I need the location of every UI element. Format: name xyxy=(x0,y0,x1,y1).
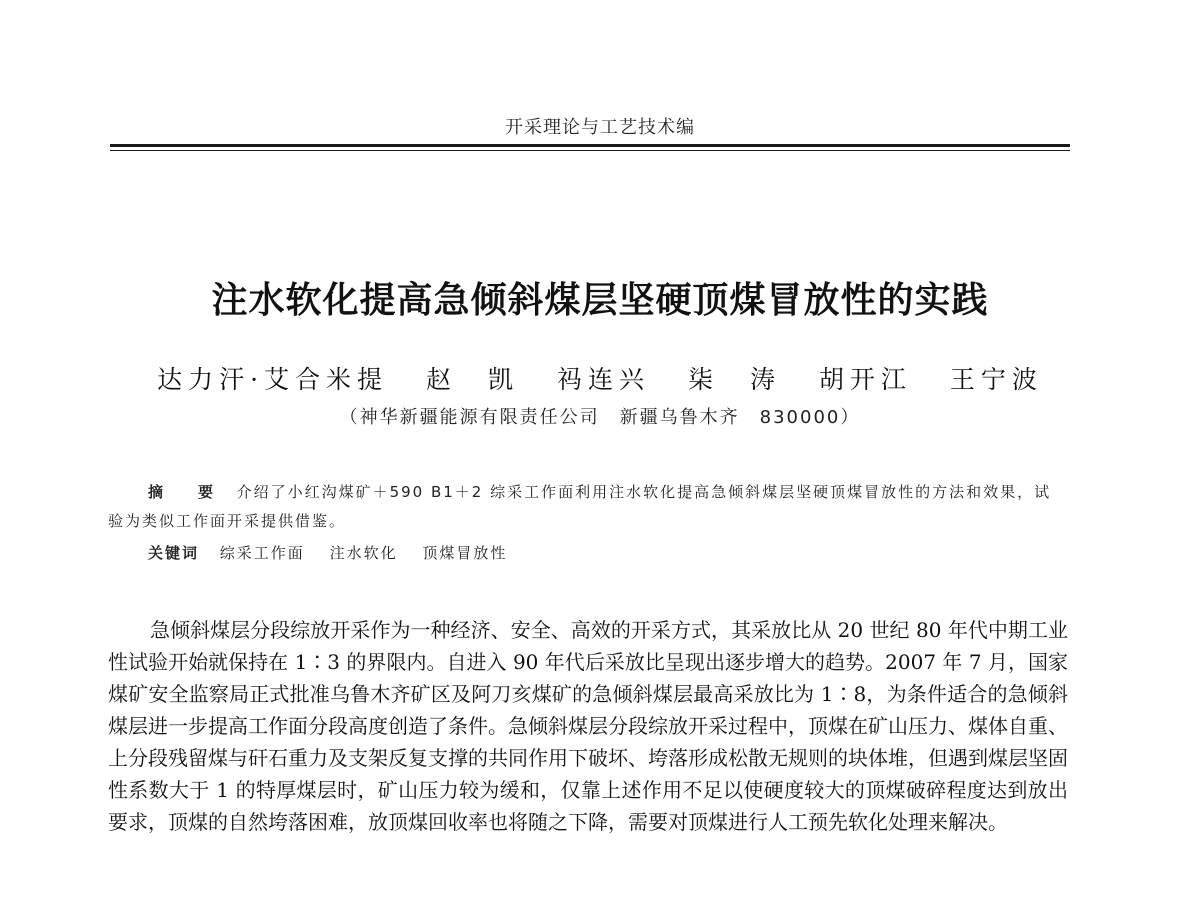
keywords xyxy=(148,542,525,563)
author-5: 胡开江 xyxy=(818,365,912,394)
abstract-text: 介绍了小红沟煤矿＋590 B1＋2 综采工作面利用注水软化提高急倾斜煤层坚硬顶煤冒放性的方法和效果，试验为类似工作面开采提供借鉴。 xyxy=(108,483,1052,530)
author-2: 赵 凯 xyxy=(426,365,520,394)
author-1: 达力汗·艾合米提 xyxy=(157,365,389,394)
running-head: 开采理论与工艺技术编 xyxy=(505,117,695,138)
affiliation: （神华新疆能源有限责任公司 新疆乌鲁木齐 830000） xyxy=(339,407,861,428)
author-3: 祃连兴 xyxy=(556,365,650,394)
abstract xyxy=(108,478,1066,536)
header-rule-thin xyxy=(110,150,1070,151)
author-4: 柒 涛 xyxy=(687,365,781,394)
body-paragraph: 急倾斜煤层分段综放开采作为一种经济、安全、高效的开采方式，其采放比从 20 世纪 80 年代中期工业性试验开始就保持在 1∶3 的界限内。自进入 90 年代后采放比呈现出逐步增大的趋势。2007 年 7 月，国家煤矿安全监察局正式批准乌鲁木齐矿区及阿刀亥煤矿的急倾斜煤层最高采放比为 1∶8，为条件适合的急倾斜煤层进一步提高工作面分段高度创造了条件。急倾斜煤层分段综放开采过程中，顶煤在矿山压力、煤体自重、上分段残留煤与矸石重力及支架反复支撑的共同作用下破坏、垮落形成松散无规则的块体堆，但遇到煤层坚固性系数大于 1 的特厚煤层时，矿山压力较为缓和，仅靠上述作用不足以使硬度较大的顶煤破碎程度达到放出要求，顶煤的自然垮落困难，放顶煤回收率也将随之下降，需要对顶煤进行人工预先软化处理来解决。 xyxy=(108,618,1068,834)
keyword-2: 注水软化 xyxy=(329,544,398,562)
keyword-1: 综采工作面 xyxy=(219,544,305,562)
keyword-3: 顶煤冒放性 xyxy=(422,544,508,562)
author-6: 王宁波 xyxy=(949,365,1043,394)
keywords-label: 关键词 xyxy=(148,544,200,562)
article-title: 注水软化提高急倾斜煤层坚硬顶煤冒放性的实践 xyxy=(211,280,989,321)
author-list xyxy=(0,360,1200,396)
abstract-label: 摘 要 xyxy=(148,483,224,501)
header-rule-thick xyxy=(110,144,1070,147)
